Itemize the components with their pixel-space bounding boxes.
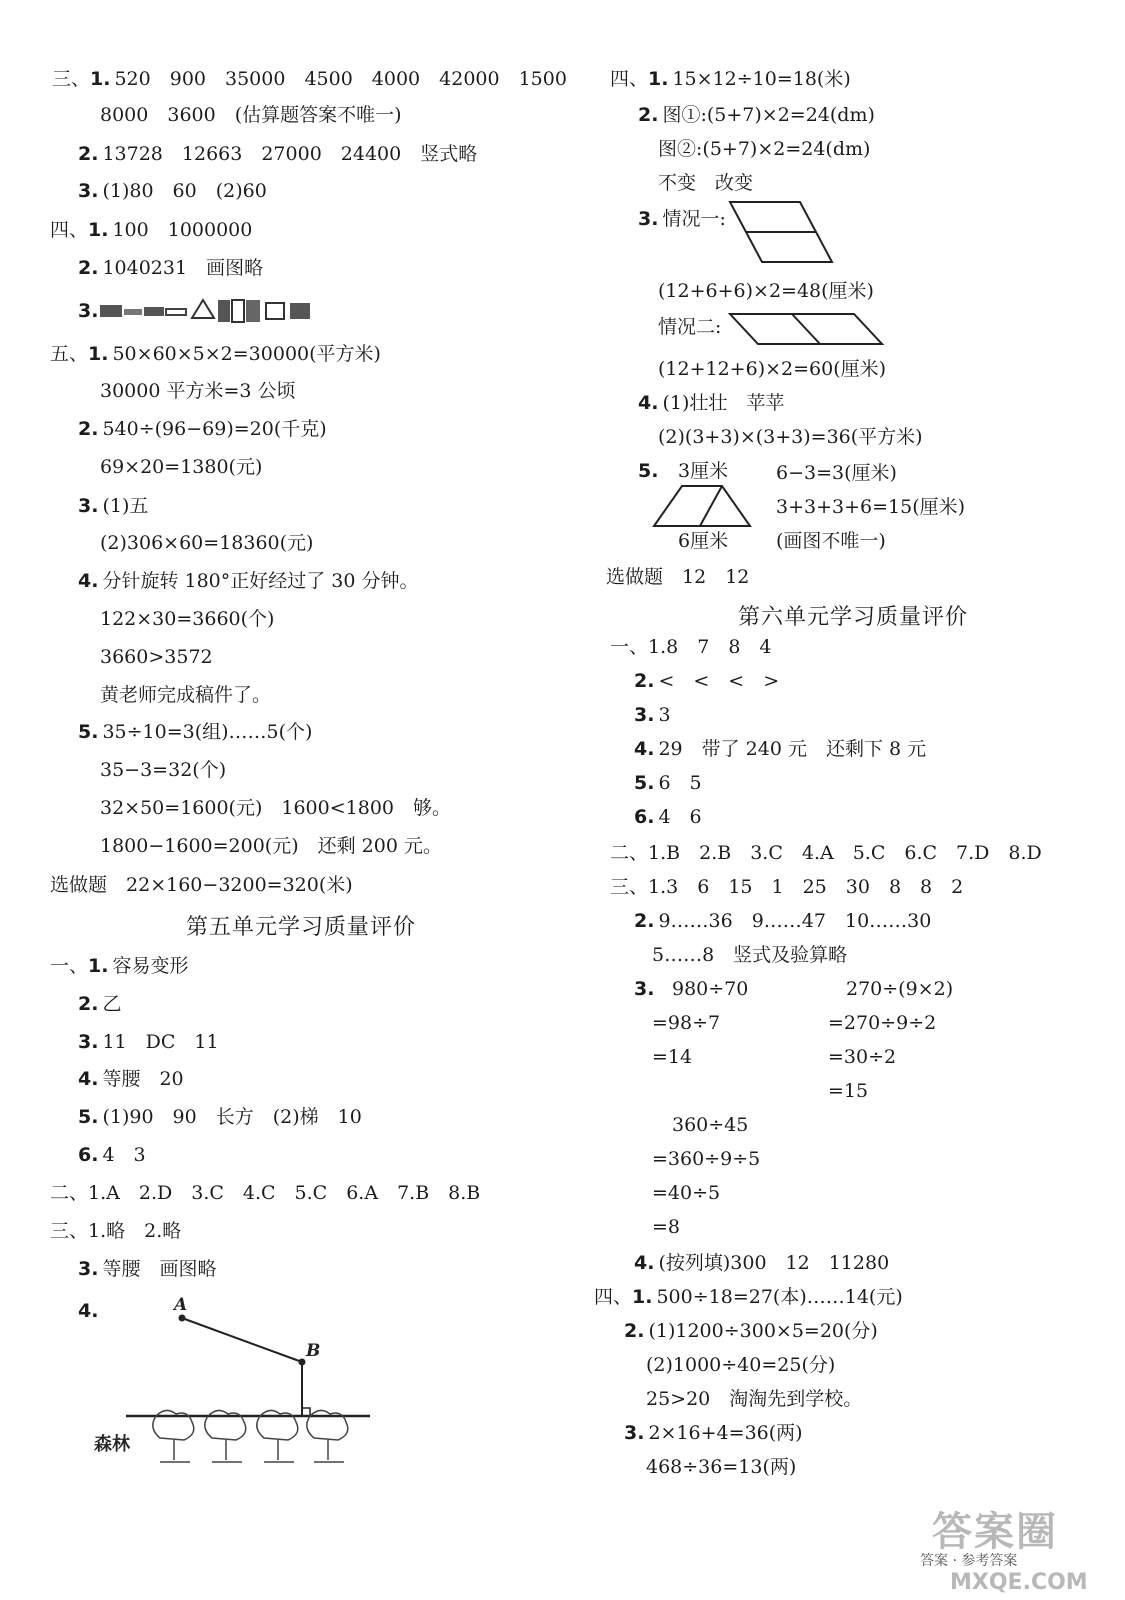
question-number: 1. (648, 68, 669, 90)
shape-square (266, 303, 284, 319)
answer-text: 3 (658, 704, 671, 726)
question-number: 2. (78, 418, 99, 440)
answer-line (78, 298, 102, 324)
answer-line (606, 564, 749, 590)
answer-line (50, 1218, 181, 1244)
answer-line: 30000 平方米=3 公顷 (100, 380, 296, 402)
answer-line (610, 66, 851, 92)
answer-line: 黄老师完成稿件了。 (100, 684, 272, 706)
answer-text: 100 1000000 (112, 219, 253, 241)
answer-line (78, 1066, 184, 1092)
question-number: 2. (634, 910, 655, 932)
watermark (920, 1500, 1120, 1600)
calc-step: =14 (652, 1046, 693, 1068)
answer-text: 9……36 9……47 10……30 (658, 910, 932, 932)
shape-rect (232, 300, 244, 322)
answer-line: 不变 改变 (658, 172, 754, 194)
answer-line (78, 255, 263, 281)
answer-line (50, 1180, 480, 1206)
answer-line (610, 840, 1042, 866)
question-number: 2. (78, 143, 99, 165)
answer-text: (按列填)300 12 11280 (658, 1252, 890, 1274)
answer-text: (1)1200÷300×5=20(分) (648, 1320, 878, 1342)
answer-text: 500÷18=27(本)……14(元) (656, 1286, 903, 1308)
answer-text: 容易变形 (112, 955, 189, 977)
page-label: 答案 · 参考答案 (920, 1553, 1018, 1569)
answer-text: 1.略 2.略 (88, 1220, 182, 1242)
answer-line (52, 66, 567, 92)
question-number: 5. (78, 721, 99, 743)
question-number: 4. (78, 1068, 99, 1090)
answer-line (624, 1420, 803, 1446)
answer-line (78, 178, 267, 204)
answer-line (50, 217, 252, 243)
answer-line (78, 416, 327, 442)
question-number: 4. (634, 738, 655, 760)
calc-step: =30÷2 (828, 1046, 897, 1068)
answer-text: 分针旋转 180°正好经过了 30 分钟。 (102, 570, 419, 592)
answer-line: (2)(3+3)×(3+3)=36(平方米) (658, 426, 923, 448)
answer-text: 6 5 (658, 772, 702, 794)
calc-step: 980÷70 (672, 978, 749, 1000)
answer-line: 5……8 竖式及验算略 (652, 944, 848, 966)
section-label: 四、 (50, 219, 89, 241)
question-number: 2. (638, 104, 659, 126)
answer-line (50, 953, 188, 979)
answer-line (78, 1142, 146, 1168)
question-number: 3. (624, 1422, 645, 1444)
answer-text: 35÷10=3(组)……5(个) (102, 721, 313, 743)
answer-text: 11 DC 11 (102, 1031, 219, 1053)
answer-line: 69×20=1380(元) (100, 456, 263, 478)
watermark-url: MXQE.COM (950, 1570, 1088, 1595)
section-label: 二、 (50, 1182, 89, 1204)
question-number: 3. (78, 300, 99, 322)
answer-text: 4 3 (102, 1144, 146, 1166)
shape-sequence-figure (100, 296, 320, 326)
split-line (792, 314, 820, 344)
answer-text: (1)90 90 长方 (2)梯 10 (102, 1106, 362, 1128)
answer-line (638, 390, 784, 416)
answer-line (78, 719, 312, 745)
answer-line: 1800−1600=200(元) 还剩 200 元。 (100, 835, 442, 857)
question-number: 3. (78, 1258, 99, 1280)
section-label: 二、 (610, 842, 649, 864)
answer-text: 29 带了 240 元 还剩下 8 元 (658, 738, 927, 760)
shape-rect (218, 300, 230, 322)
shape-rect (144, 307, 164, 316)
question-number: 3. (78, 495, 99, 517)
answer-text: < < < > (658, 670, 780, 692)
section-label: 一、 (610, 636, 649, 658)
answer-line (78, 141, 477, 167)
answer-line (78, 568, 419, 594)
answer-line: (12+6+6)×2=48(厘米) (658, 280, 874, 302)
answer-line (634, 702, 671, 728)
section-label: 一、 (50, 955, 89, 977)
question-number: 1. (88, 219, 109, 241)
answer-text: 乙 (102, 993, 122, 1015)
calc-step: =15 (828, 1080, 869, 1102)
label-b: B (306, 1341, 321, 1361)
answer-line: 468÷36=13(两) (646, 1456, 797, 1478)
unit-title: 第六单元学习质量评价 (738, 605, 969, 630)
answer-text: 等腰 20 (102, 1068, 184, 1090)
answer-line: 25>20 淘淘先到学校。 (646, 1388, 863, 1410)
point-a (179, 1315, 186, 1322)
answer-text: 22×160−3200=320(米) (126, 874, 353, 896)
answer-text: 2×16+4=36(两) (648, 1422, 803, 1444)
answer-line: (2)306×60=18360(元) (100, 532, 314, 554)
calc-step: =360÷9÷5 (652, 1148, 761, 1170)
question-number: 6. (78, 1144, 99, 1166)
question-number: 4. (78, 570, 99, 592)
case-label: 情况一: (662, 208, 726, 230)
answer-line: 3+3+3+6=15(厘米) (776, 496, 966, 518)
shape-square (290, 303, 310, 319)
answer-line (634, 668, 779, 694)
answer-line: 122×30=3660(个) (100, 608, 275, 630)
answer-line (638, 458, 662, 484)
answer-line (634, 1250, 889, 1276)
answer-line (634, 908, 931, 934)
question-number: 1. (88, 343, 109, 365)
question-number: 2. (634, 670, 655, 692)
answer-line (50, 872, 353, 898)
answer-text: 1040231 画图略 (102, 257, 264, 279)
dimension-label-bottom: 6厘米 (678, 530, 729, 552)
answer-line (78, 991, 121, 1017)
optional-label: 选做题 (606, 566, 664, 588)
answer-line (638, 102, 875, 128)
section-label: 三、 (52, 68, 91, 90)
question-number: 2. (624, 1320, 645, 1342)
section-label: 五、 (50, 343, 89, 365)
section-label: 三、 (50, 1220, 89, 1242)
answer-text: 图①:(5+7)×2=24(dm) (662, 104, 875, 126)
section-label: 四、 (594, 1286, 633, 1308)
split-line (700, 486, 722, 526)
tree-icon (153, 1410, 194, 1462)
answer-text: (1)壮壮 苹苹 (662, 392, 785, 414)
question-number: 4. (634, 1252, 655, 1274)
answer-text: 15×12÷10=18(米) (672, 68, 851, 90)
answer-text: 1.8 7 8 4 (648, 636, 772, 658)
segment-ab (182, 1318, 302, 1362)
answer-line (624, 1318, 878, 1344)
shape-triangle (192, 300, 214, 318)
label-a: A (174, 1295, 188, 1315)
question-number: 5. (78, 1106, 99, 1128)
answer-line (610, 874, 963, 900)
trapezoid-shape (654, 486, 750, 526)
answer-line (78, 1029, 219, 1055)
answer-line (634, 976, 658, 1002)
answer-text: 等腰 画图略 (102, 1258, 217, 1280)
answer-text: 1.3 6 15 1 25 30 8 8 2 (648, 876, 964, 898)
question-number: 3. (638, 208, 659, 230)
answer-line: (2)1000÷40=25(分) (646, 1354, 836, 1376)
answer-text: (1)五 (102, 495, 149, 517)
calc-step: =270÷9÷2 (828, 1012, 937, 1034)
answer-line: 32×50=1600(元) 1600<1800 够。 (100, 797, 451, 819)
shape-bar (166, 309, 186, 315)
label-forest: 森林 (94, 1434, 130, 1455)
question-number: 3. (78, 180, 99, 202)
answer-line: 3660>3572 (100, 646, 213, 668)
tree-icon (307, 1410, 348, 1462)
dimension-label-top: 3厘米 (678, 460, 729, 482)
answer-line: (画图不唯一) (776, 530, 886, 552)
calc-step: 270÷(9×2) (846, 978, 954, 1000)
answer-line (50, 341, 381, 367)
answer-line (78, 1256, 216, 1282)
section-label: 三、 (610, 876, 649, 898)
answer-line: 情况二: (658, 316, 722, 338)
tree-icon (257, 1410, 298, 1462)
answer-text: (1)80 60 (2)60 (102, 180, 267, 202)
question-number: 3. (634, 704, 655, 726)
answer-line (594, 1284, 903, 1310)
answer-line (78, 1104, 362, 1130)
answer-line (634, 736, 926, 762)
answer-text: 520 900 35000 4500 4000 42000 1500 (114, 68, 567, 90)
shape-rect (100, 305, 122, 317)
question-number: 2. (78, 993, 99, 1015)
answer-text: 13728 12663 27000 24400 竖式略 (102, 143, 478, 165)
answer-text: 1.A 2.D 3.C 4.C 5.C 6.A 7.B 8.B (88, 1182, 481, 1204)
calc-step: =40÷5 (652, 1182, 721, 1204)
question-number: 1. (90, 68, 111, 90)
shape-rect (246, 300, 260, 322)
answer-line: 8000 3600 (估算题答案不唯一) (100, 104, 402, 126)
answer-text: 4 6 (658, 806, 702, 828)
calc-step: 360÷45 (672, 1114, 749, 1136)
answer-line: 6−3=3(厘米) (776, 462, 897, 484)
question-number: 3. (634, 978, 655, 1000)
question-number: 1. (88, 955, 109, 977)
question-number: 4. (638, 392, 659, 414)
answer-line (634, 770, 702, 796)
trapezoid-figure (652, 484, 762, 528)
question-number: 2. (78, 257, 99, 279)
answer-line: 图②:(5+7)×2=24(dm) (658, 138, 871, 160)
answer-line: (12+12+6)×2=60(厘米) (658, 358, 887, 380)
shape-bar (124, 309, 142, 315)
question-number: 3. (78, 1031, 99, 1053)
answer-line: 35−3=32(个) (100, 759, 227, 781)
parallelogram-figure-2 (728, 312, 888, 346)
calc-step: =98÷7 (652, 1012, 721, 1034)
unit-title: 第五单元学习质量评价 (186, 915, 417, 940)
tree-icon (205, 1410, 246, 1462)
answer-line (634, 804, 702, 830)
answer-text: 540÷(96−69)=20(千克) (102, 418, 327, 440)
answer-line (638, 206, 726, 232)
watermark-logo-text: 答案圈 (932, 1509, 1058, 1555)
answer-text: 50×60×5×2=30000(平方米) (112, 343, 381, 365)
section-label: 四、 (610, 68, 649, 90)
optional-label: 选做题 (50, 874, 108, 896)
parallelogram-figure-1 (728, 200, 838, 266)
answer-text: 12 12 (682, 566, 750, 588)
question-number: 5. (638, 460, 659, 482)
question-number: 6. (634, 806, 655, 828)
question-number: 1. (632, 1286, 653, 1308)
answer-line (78, 493, 148, 519)
answer-text: 1.B 2.B 3.C 4.A 5.C 6.C 7.D 8.D (648, 842, 1042, 864)
answer-line (610, 634, 772, 660)
question-number: 4. (78, 1300, 99, 1322)
distance-figure (90, 1290, 390, 1475)
question-number: 5. (634, 772, 655, 794)
calc-step: =8 (652, 1216, 681, 1238)
